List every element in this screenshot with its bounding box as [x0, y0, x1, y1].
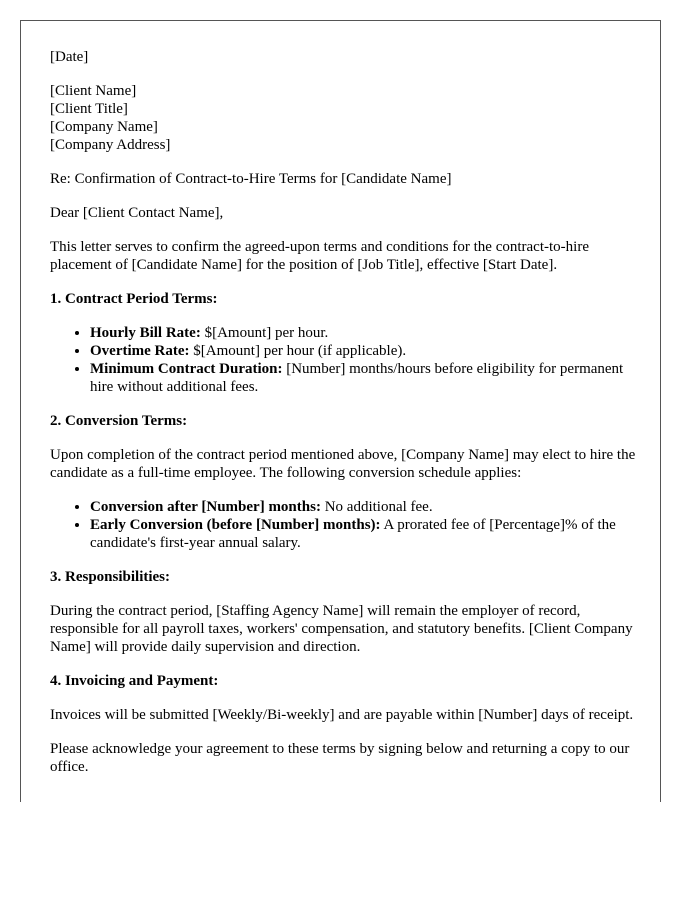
- invoicing-paragraph: Invoices will be submitted [Weekly/Bi-weekly] and are payable within [Number] days of receipt.: [50, 707, 634, 723]
- subject-line: Re: Confirmation of Contract-to-Hire Terms for [Candidate Name]: [50, 171, 452, 187]
- list-item: [90, 342, 640, 360]
- letter-content: [50, 48, 640, 792]
- item-label: Early Conversion (before [Number] months):: [90, 517, 381, 533]
- list-item: [90, 516, 640, 552]
- letter-date: [Date]: [50, 49, 89, 65]
- list-item: [90, 324, 640, 342]
- list-item: [90, 498, 640, 516]
- recipient-title: [Client Title]: [50, 101, 128, 117]
- item-text: [Number] months/hours before eligibility for permanent hire without additional fees.: [90, 361, 624, 395]
- invoicing-heading: 4. Invoicing and Payment:: [50, 673, 219, 689]
- conversion-paragraph: Upon completion of the contract period mentioned above, [Company Name] may elect to hire the candidate as a full-time employee. The following conversion schedule applies:: [50, 447, 636, 481]
- recipient-block: [50, 82, 640, 154]
- contract-terms-heading: 1. Contract Period Terms:: [50, 291, 218, 307]
- recipient-address: [Company Address]: [50, 137, 171, 153]
- intro-paragraph: This letter serves to confirm the agreed-upon terms and conditions for the contract-to-hire placement of [Candidate Name] for the position of [Job Title], effective [Start Date].: [50, 239, 589, 273]
- item-label: Hourly Bill Rate:: [90, 325, 201, 341]
- item-label: Overtime Rate:: [90, 343, 190, 359]
- item-text: A prorated fee of [Percentage]% of the candidate's first-year annual salary.: [90, 517, 616, 551]
- closing-paragraph: Please acknowledge your agreement to these terms by signing below and returning a copy to our office.: [50, 741, 630, 775]
- conversion-terms-heading: 2. Conversion Terms:: [50, 413, 188, 429]
- list-item: [90, 360, 640, 396]
- letter-page: [20, 20, 661, 802]
- conversion-terms-list: [50, 498, 640, 552]
- contract-terms-list: [50, 324, 640, 396]
- item-text: $[Amount] per hour.: [200, 325, 329, 341]
- item-label: Minimum Contract Duration:: [90, 361, 283, 377]
- responsibilities-heading: 3. Responsibilities:: [50, 569, 171, 585]
- recipient-name: [Client Name]: [50, 83, 137, 99]
- item-label: Conversion after [Number] months:: [90, 499, 321, 515]
- responsibilities-paragraph: During the contract period, [Staffing Agency Name] will remain the employer of record, responsible for all payroll taxes, workers' compensation, and statutory benefits. [Client Company Name] will provide daily supervision and direction.: [50, 603, 633, 655]
- recipient-company: [Company Name]: [50, 119, 158, 135]
- item-text: No additional fee.: [320, 499, 433, 515]
- salutation: Dear [Client Contact Name],: [50, 205, 224, 221]
- item-text: $[Amount] per hour (if applicable).: [189, 343, 407, 359]
